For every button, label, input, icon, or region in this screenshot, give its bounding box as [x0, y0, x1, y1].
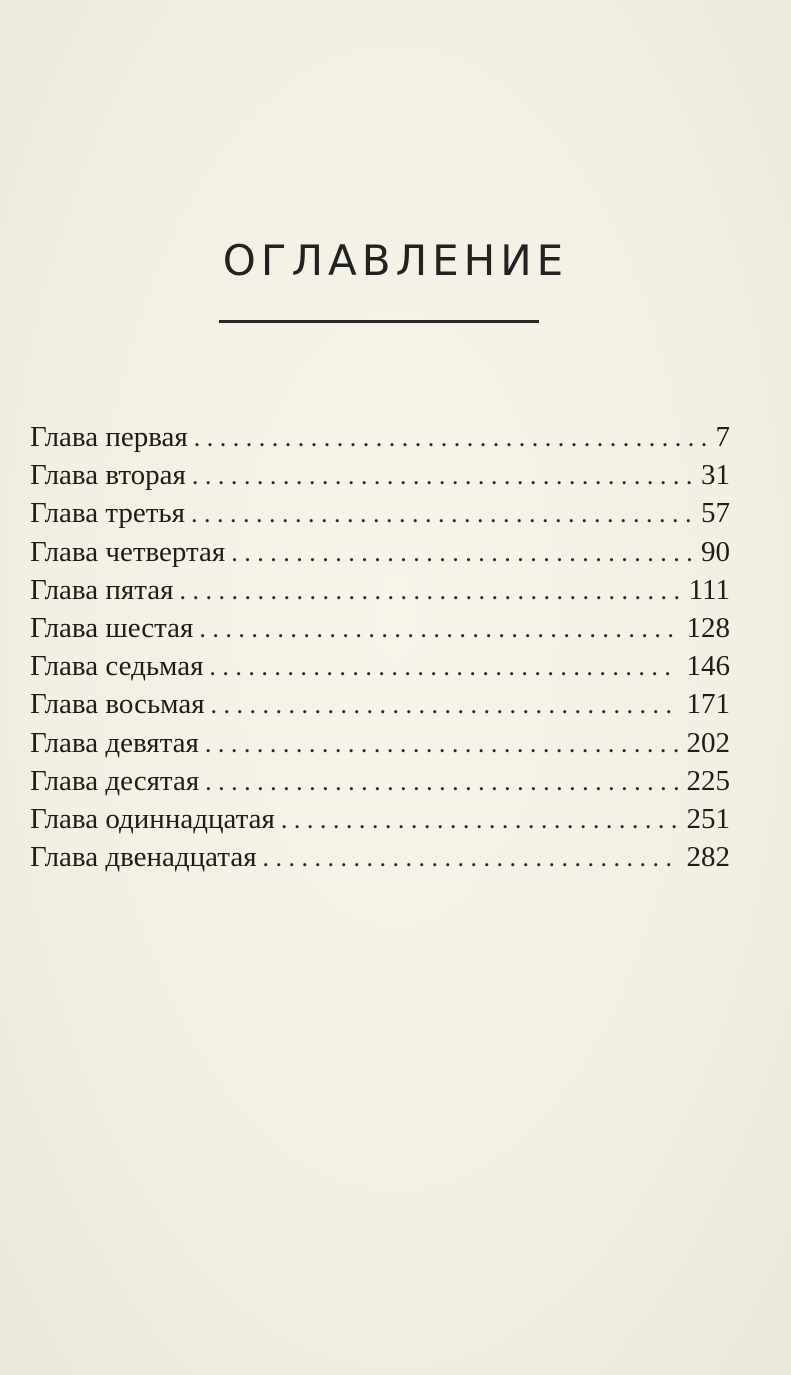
- toc-entry: [30, 533, 730, 571]
- page-title: ОГЛАВЛЕНИЕ: [222, 236, 569, 285]
- toc-page-number: 282: [686, 841, 730, 874]
- toc-dot-leader: [179, 571, 680, 610]
- toc-page-number: 128: [686, 611, 730, 644]
- toc-entry: [30, 456, 730, 494]
- toc-chapter-label: Глава седьмая: [30, 650, 204, 683]
- toc-chapter-label: Глава вторая: [30, 459, 186, 492]
- toc-dot-leader: [192, 456, 693, 495]
- toc-page-number: 31: [701, 459, 730, 492]
- toc-page-number: 7: [715, 421, 730, 453]
- toc-dot-leader: [205, 724, 679, 763]
- toc-dot-leader: [263, 838, 679, 877]
- toc-chapter-label: Глава девятая: [30, 726, 199, 759]
- toc-dot-leader: [199, 609, 678, 648]
- table-of-contents: [30, 418, 730, 876]
- toc-entry: [30, 762, 730, 800]
- toc-dot-leader: [231, 533, 693, 572]
- toc-entry: [30, 494, 730, 532]
- toc-entry: [30, 685, 730, 723]
- toc-page-number: 146: [686, 650, 730, 683]
- toc-entry: [30, 418, 730, 456]
- toc-chapter-label: Глава первая: [30, 421, 188, 453]
- toc-page-number: 57: [701, 497, 730, 530]
- toc-page-number: 202: [686, 726, 730, 759]
- toc-chapter-label: Глава десятая: [30, 764, 200, 797]
- toc-page-number: 171: [686, 688, 730, 721]
- toc-chapter-label: Глава четвертая: [30, 535, 226, 568]
- toc-page-number: 251: [686, 802, 730, 835]
- toc-chapter-label: Глава восьмая: [30, 688, 205, 721]
- toc-entry: [30, 647, 730, 685]
- toc-chapter-label: Глава пятая: [30, 573, 174, 606]
- toc-chapter-label: Глава шестая: [30, 611, 194, 644]
- toc-entry: [30, 838, 730, 876]
- toc-entry: [30, 800, 730, 838]
- toc-dot-leader: [191, 494, 693, 533]
- toc-dot-leader: [281, 800, 679, 839]
- toc-dot-leader: [205, 762, 678, 801]
- toc-page-number: 225: [686, 764, 730, 797]
- toc-dot-leader: [194, 418, 708, 457]
- toc-dot-leader: [211, 685, 679, 724]
- toc-chapter-label: Глава двенадцатая: [30, 841, 257, 874]
- toc-chapter-label: Глава одиннадцатая: [30, 802, 275, 835]
- toc-entry: [30, 609, 730, 647]
- toc-entry: [30, 724, 730, 762]
- toc-page-number: 111: [688, 573, 730, 606]
- title-underline: [219, 320, 539, 323]
- toc-page-number: 90: [701, 535, 730, 568]
- toc-chapter-label: Глава третья: [30, 497, 185, 530]
- toc-dot-leader: [209, 647, 678, 686]
- toc-entry: [30, 571, 730, 609]
